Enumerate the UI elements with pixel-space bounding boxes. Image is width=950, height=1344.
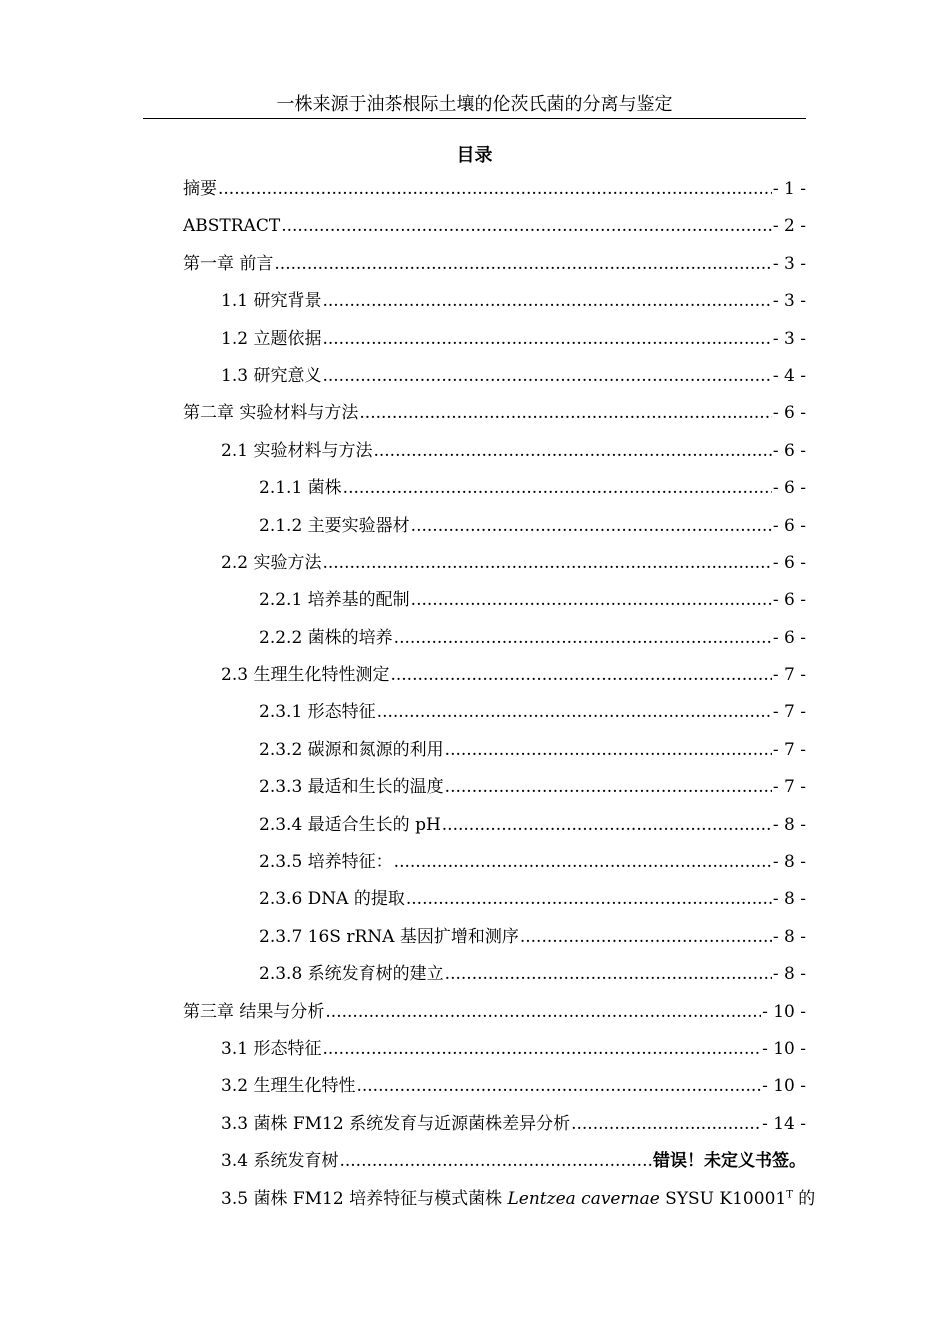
toc-dot-leader	[325, 998, 761, 1026]
toc-page-number: - 4 -	[772, 365, 806, 386]
toc-entry-title: 2.3.7 16S rRNA 基因扩增和测序	[259, 926, 519, 947]
toc-entry[interactable]	[183, 549, 806, 586]
toc-entry[interactable]	[183, 362, 806, 399]
toc-dot-leader	[442, 811, 772, 839]
toc-page-number: - 6 -	[772, 552, 806, 573]
toc-entry-title: 第三章 结果与分析	[183, 1001, 325, 1022]
table-of-contents	[183, 175, 816, 1222]
toc-entry-title: 2.2 实验方法	[221, 552, 322, 573]
running-header: 一株来源于油茶根际土壤的伦茨氏菌的分离与鉴定	[276, 94, 673, 115]
toc-page-number: - 2 -	[772, 216, 806, 237]
toc-dot-leader	[322, 549, 771, 577]
toc-entry-title: 第二章 实验材料与方法	[183, 403, 359, 424]
toc-entry-title: 1.1 研究背景	[221, 291, 322, 312]
toc-entry-title: 2.3.8 系统发育树的建立	[259, 964, 444, 985]
toc-entry-title: 1.2 立题依据	[221, 328, 322, 349]
toc-entry[interactable]	[183, 287, 806, 324]
toc-page-number: - 3 -	[772, 253, 806, 274]
toc-page-number: - 10 -	[762, 1076, 806, 1097]
toc-dot-leader	[520, 923, 772, 951]
toc-entry-title: 摘要	[183, 179, 217, 199]
toc-error-message: 错误！未定义书签。	[653, 1151, 806, 1172]
toc-page-number: - 10 -	[762, 1001, 806, 1022]
toc-dot-leader	[445, 960, 772, 988]
toc-dot-leader	[445, 773, 772, 801]
toc-page-number: - 8 -	[772, 964, 806, 985]
toc-entry-title: 2.3.2 碳源和氮源的利用	[259, 739, 444, 760]
toc-entry-prefix: 3.5 菌株 FM12 培养特征与模式菌株	[221, 1188, 508, 1209]
toc-entry[interactable]	[183, 960, 806, 997]
toc-entry[interactable]	[183, 811, 806, 848]
toc-entry[interactable]	[183, 212, 806, 249]
toc-page-number: - 6 -	[772, 440, 806, 461]
toc-dot-leader	[322, 325, 771, 353]
toc-page-number: - 8 -	[772, 814, 806, 835]
toc-entry[interactable]	[183, 624, 806, 661]
toc-dot-leader	[411, 512, 772, 540]
toc-entry[interactable]	[183, 512, 806, 549]
toc-page-number: - 6 -	[772, 515, 806, 536]
toc-entry[interactable]	[183, 698, 806, 735]
toc-entry[interactable]	[183, 736, 806, 773]
toc-page-number: - 6 -	[772, 627, 806, 648]
toc-dot-leader	[322, 287, 771, 315]
toc-dot-leader	[322, 1035, 761, 1063]
toc-dot-leader	[390, 661, 771, 689]
toc-dot-leader	[571, 1110, 761, 1138]
toc-entry-title: 2.1.1 菌株	[259, 478, 342, 499]
toc-entry[interactable]	[183, 325, 806, 362]
toc-title: 目录	[456, 145, 493, 166]
toc-entry-title: 3.2 生理生化特性	[221, 1076, 356, 1097]
toc-entry-title: 3.4 系统发育树	[221, 1151, 339, 1172]
toc-page-number: - 3 -	[772, 291, 806, 312]
toc-page-number: - 7 -	[772, 777, 806, 798]
toc-entry-title: 2.3.4 最适合生长的 pH	[259, 814, 441, 835]
toc-entry[interactable]	[183, 773, 806, 810]
toc-page-number: - 14 -	[762, 1113, 806, 1134]
toc-page-number: - 8 -	[772, 926, 806, 947]
toc-entry-title: 2.1 实验材料与方法	[221, 440, 373, 461]
toc-page-number: - 7 -	[772, 739, 806, 760]
toc-entry-title: 2.3.6 DNA 的提取	[259, 889, 405, 910]
toc-entry-suffix: 的	[792, 1188, 816, 1209]
toc-entry[interactable]	[183, 923, 806, 960]
toc-entry-title: ABSTRACT	[183, 216, 281, 237]
toc-dot-leader	[373, 437, 771, 465]
toc-page-number: - 8 -	[772, 889, 806, 910]
toc-entry-title: 3.1 形态特征	[221, 1038, 322, 1059]
toc-dot-leader	[394, 848, 772, 876]
toc-entry[interactable]	[183, 175, 806, 212]
toc-dot-leader	[406, 885, 772, 913]
toc-entry[interactable]	[183, 1072, 806, 1109]
toc-entry-title: 2.1.2 主要实验器材	[259, 515, 410, 536]
toc-entry-title: 第一章 前言	[183, 253, 274, 274]
toc-page-number: - 7 -	[772, 702, 806, 723]
toc-dot-leader	[322, 362, 771, 390]
toc-entry[interactable]	[183, 1110, 806, 1147]
toc-entry[interactable]	[183, 998, 806, 1035]
toc-entry-title: 2.2.2 菌株的培养	[259, 627, 393, 648]
toc-dot-leader	[394, 624, 772, 652]
toc-page-number: - 10 -	[762, 1038, 806, 1059]
toc-entry[interactable]	[183, 399, 806, 436]
toc-entry[interactable]	[183, 586, 806, 623]
toc-dot-leader	[411, 586, 772, 614]
toc-entry[interactable]	[183, 437, 806, 474]
toc-entry[interactable]	[183, 1147, 806, 1184]
toc-page-number: - 8 -	[772, 852, 806, 873]
type-strain-superscript: T	[786, 1188, 793, 1200]
toc-entry[interactable]	[183, 474, 806, 511]
toc-dot-leader	[281, 212, 772, 240]
toc-entry-title: 3.3 菌株 FM12 系统发育与近源菌株差异分析	[221, 1113, 571, 1134]
toc-entry[interactable]	[183, 661, 806, 698]
toc-entry[interactable]	[183, 250, 806, 287]
toc-dot-leader	[359, 399, 771, 427]
toc-dot-leader	[356, 1072, 761, 1100]
toc-entry-title: 2.3.3 最适和生长的温度	[259, 777, 444, 798]
toc-page-number: - 6 -	[772, 478, 806, 499]
species-name: Lentzea cavernae	[507, 1188, 660, 1209]
toc-entry-title: 2.2.1 培养基的配制	[259, 590, 410, 611]
toc-page-number: - 1 -	[772, 179, 806, 199]
toc-dot-leader	[377, 698, 772, 726]
toc-dot-leader	[274, 250, 771, 278]
header-rule	[143, 118, 806, 119]
toc-dot-leader	[445, 736, 772, 764]
toc-entry[interactable]	[183, 1185, 816, 1222]
toc-entry[interactable]	[183, 885, 806, 922]
toc-dot-leader	[343, 474, 772, 502]
toc-dot-leader	[339, 1147, 652, 1175]
toc-page-number: - 3 -	[772, 328, 806, 349]
toc-dot-leader	[218, 175, 772, 203]
toc-page-number: - 6 -	[772, 403, 806, 424]
toc-entry[interactable]	[183, 848, 806, 885]
toc-entry-title: 2.3.5 培养特征：	[259, 852, 393, 873]
toc-entry-title	[221, 1185, 815, 1213]
toc-entry-title: 2.3 生理生化特性测定	[221, 665, 390, 686]
toc-entry-title: 1.3 研究意义	[221, 365, 322, 386]
strain-name: SYSU K10001	[659, 1188, 787, 1209]
toc-entry[interactable]	[183, 1035, 806, 1072]
toc-page-number: - 6 -	[772, 590, 806, 611]
toc-entry-title: 2.3.1 形态特征	[259, 702, 376, 723]
toc-page-number: - 7 -	[772, 665, 806, 686]
